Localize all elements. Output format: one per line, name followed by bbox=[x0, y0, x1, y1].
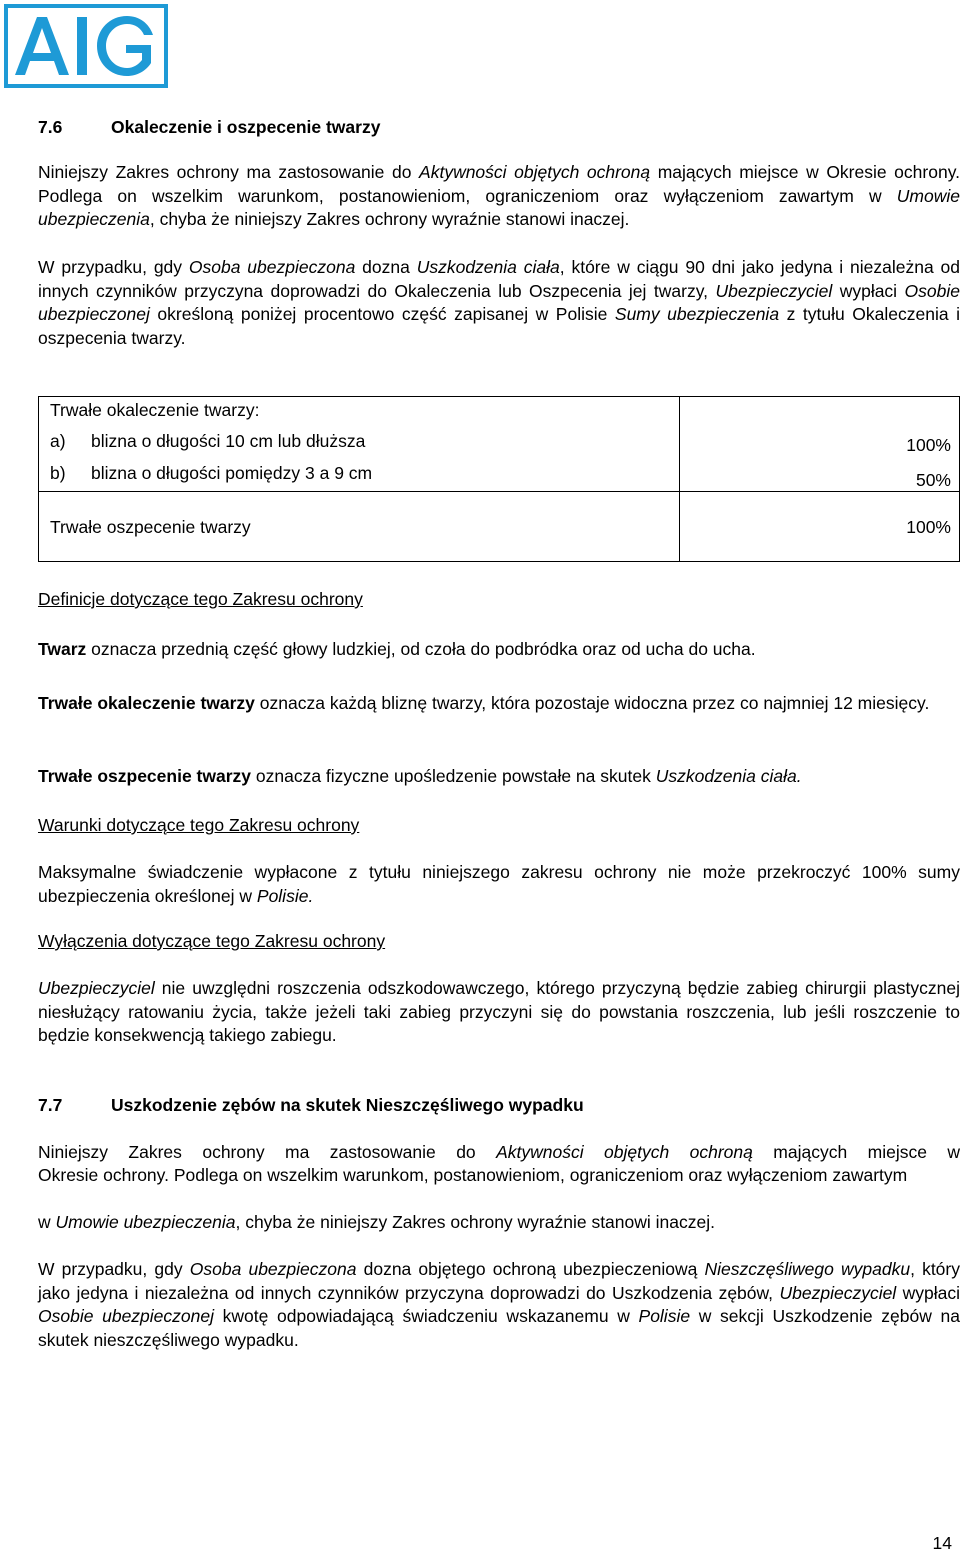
definition-face: Twarz oznacza przednią część głowy ludzkiej, od czoła do podbródka oraz od ucha do ucha. bbox=[38, 639, 756, 659]
definitions-heading: Definicje dotyczące tego Zakresu ochrony bbox=[38, 589, 363, 609]
page-number: 14 bbox=[932, 1533, 952, 1553]
section-7-7-title: Uszkodzenie zębów na skutek Nieszczęśliwego wypadku bbox=[111, 1095, 584, 1115]
definition-permanent-disfigurement: Trwałe oszpecenie twarzy oznacza fizyczne upośledzenie powstałe na skutek Uszkodzenia ciała. bbox=[38, 766, 802, 786]
table-header-permanent-mutilation: Trwałe okaleczenie twarzy: bbox=[50, 400, 260, 420]
table-row-b-label: b) bbox=[50, 463, 66, 483]
section-7-7-paragraph-1-end: w Umowie ubezpieczenia, chyba że niniejszy Zakres ochrony wyraźnie stanowi inaczej. bbox=[38, 1212, 715, 1232]
exclusions-heading: Wyłączenia dotyczące tego Zakresu ochrony bbox=[38, 931, 386, 951]
benefit-table bbox=[38, 396, 960, 562]
conditions-paragraph: Maksymalne świadczenie wypłacone z tytułu niniejszego zakresu ochrony nie może przekroczyć 100% sumy ubezpieczenia określonej w Polisie. bbox=[38, 862, 960, 906]
table-row-disfigurement-percent: 100% bbox=[906, 517, 951, 537]
section-7-6-number: 7.6 bbox=[38, 117, 63, 137]
table-column-divider bbox=[679, 397, 680, 561]
table-row-divider bbox=[39, 491, 959, 492]
section-7-6-paragraph-2: W przypadku, gdy Osoba ubezpieczona dozna Uszkodzenia ciała, które w ciągu 90 dni jako jedyna i niezależna od innych czynników przyczyna doprowadzi do Okaleczenia lub Oszpecenia jej twarzy, Ubezpieczyciel wypłaci Osobie ubezpieczonej określoną poniżej procentowo część zapisanej w Polisie Sumy ubezpieczenia z tytułu Okaleczenia i oszpecenia twarzy. bbox=[38, 257, 960, 348]
section-7-6-paragraph-1: Niniejszy Zakres ochrony ma zastosowanie do Aktywności objętych ochroną mających miejsce w Okresie ochrony. Podlega on wszelkim warunkom, postanowieniom, ograniczeniom oraz wyłączeniom zawartym w Umowie ubezpieczenia, chyba że niniejszy Zakres ochrony wyraźnie stanowi inaczej. bbox=[38, 162, 960, 229]
aig-logo-graphic bbox=[11, 11, 161, 81]
section-7-7-number: 7.7 bbox=[38, 1095, 63, 1115]
conditions-heading: Warunki dotyczące tego Zakresu ochrony bbox=[38, 815, 360, 835]
section-7-7-paragraph-1-continued: Okresie ochrony. Podlega on wszelkim warunkom, postanowieniom, ograniczeniom oraz wyłączeniom zawartym bbox=[38, 1165, 908, 1185]
aig-logo bbox=[4, 4, 168, 88]
section-7-7-paragraph-1: Niniejszy Zakres ochrony ma zastosowanie do Aktywności objętych ochroną mających miejsce w bbox=[38, 1142, 960, 1162]
table-row-a-percent: 100% bbox=[906, 435, 951, 455]
table-row-b-text: blizna o długości pomiędzy 3 a 9 cm bbox=[91, 463, 373, 483]
section-7-6-title: Okaleczenie i oszpecenie twarzy bbox=[111, 117, 381, 137]
definition-permanent-mutilation: Trwałe okaleczenie twarzy oznacza każdą bliznę twarzy, która pozostaje widoczna przez co najmniej 12 miesięcy. bbox=[38, 693, 930, 713]
table-row-a-text: blizna o długości 10 cm lub dłuższa bbox=[91, 431, 366, 451]
section-7-7-paragraph-2: W przypadku, gdy Osoba ubezpieczona dozna objętego ochroną ubezpieczeniową Nieszczęśliwego wypadku, który jako jedyna i niezależna od innych czynników przyczyna doprowadzi do Uszkodzenia zębów, Ubezpieczyciel wypłaci Osobie ubezpieczonej kwotę odpowiadającą świadczeniu wskazanemu w Polisie w sekcji Uszkodzenie zębów na skutek nieszczęśliwego wypadku. bbox=[38, 1259, 960, 1350]
table-row-b-percent: 50% bbox=[915, 470, 951, 490]
table-row-a-label: a) bbox=[50, 431, 66, 451]
table-row-disfigurement-text: Trwałe oszpecenie twarzy bbox=[50, 517, 251, 537]
exclusions-paragraph: Ubezpieczyciel nie uwzględni roszczenia odszkodowawczego, którego przyczyną będzie zabieg chirurgii plastycznej niesłużący ratowaniu życia, także jeżeli taki zabieg przyczyni się do powstania roszczenia, lub jeśli roszczenie to będzie konsekwencją takiego zabiegu. bbox=[38, 978, 960, 1045]
